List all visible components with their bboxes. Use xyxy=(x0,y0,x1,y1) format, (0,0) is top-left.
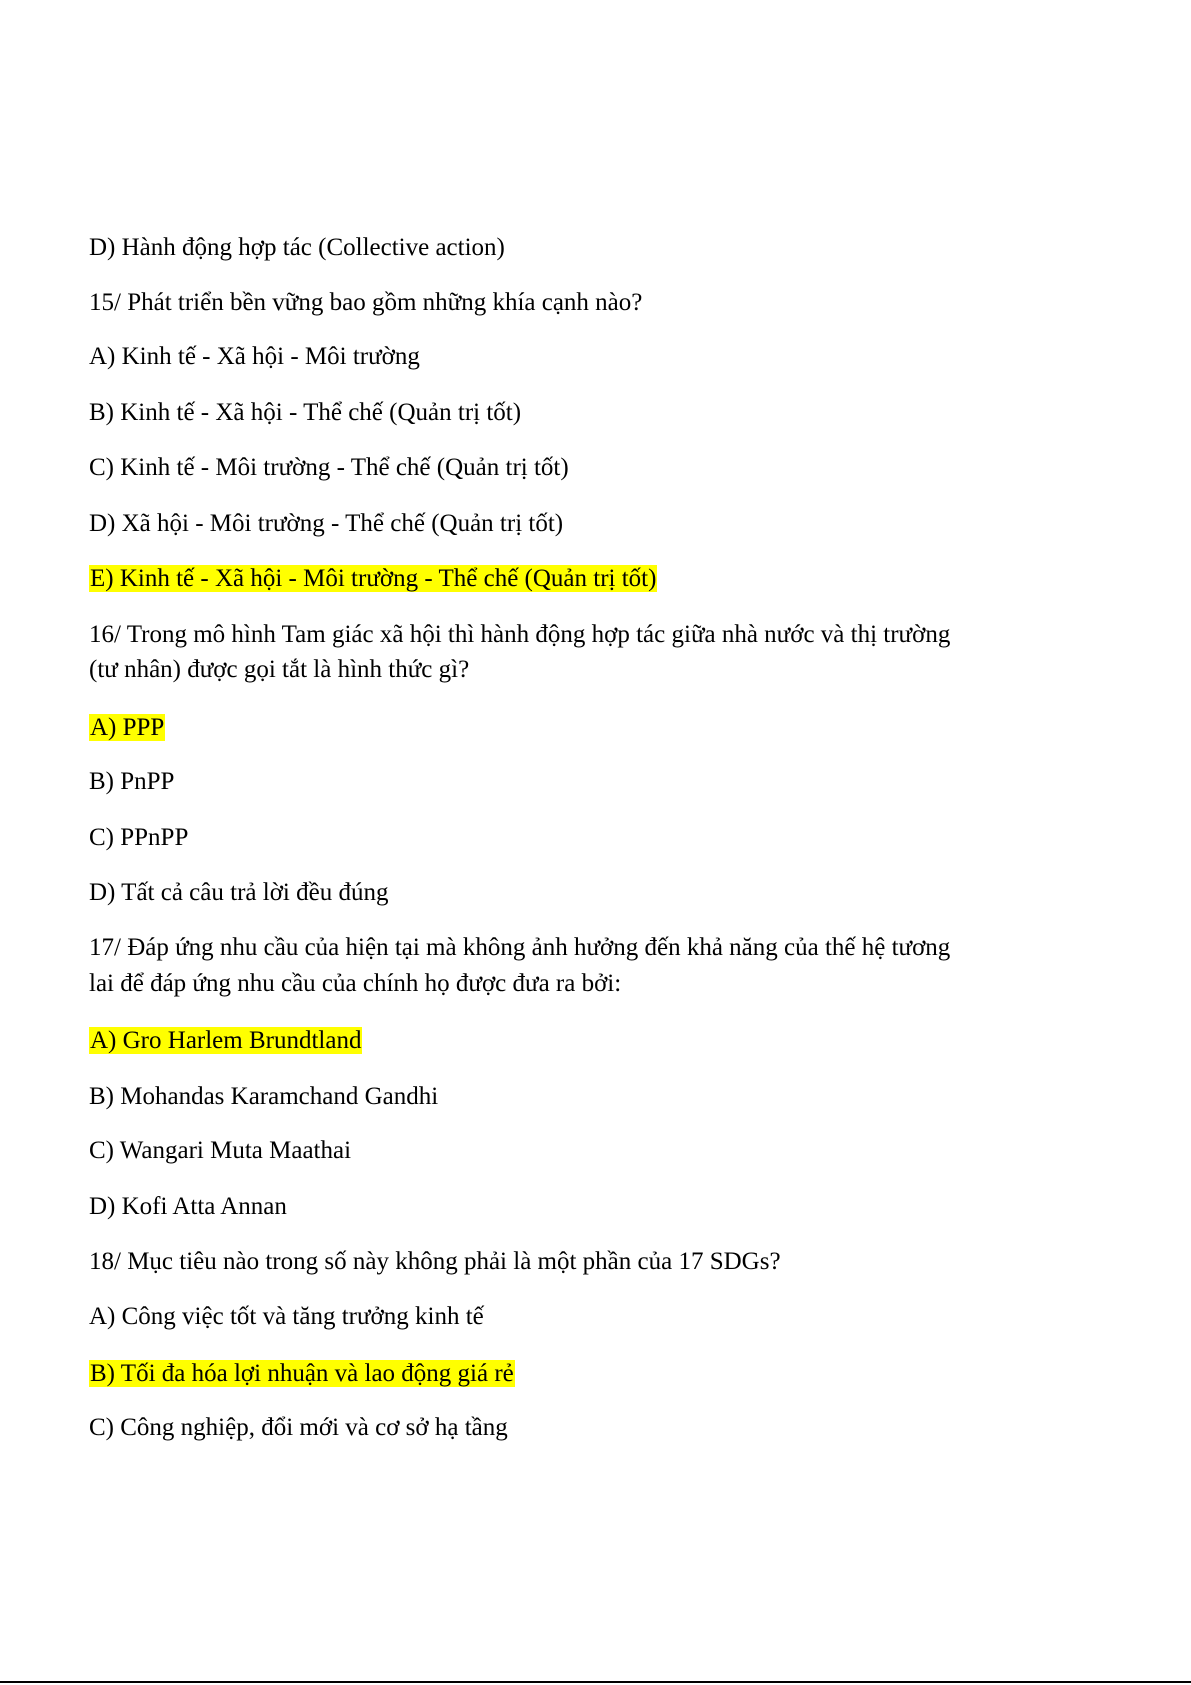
option-18c: C) Công nghiệp, đổi mới và cơ sở hạ tầng xyxy=(89,1414,508,1441)
answer-highlight: E) Kinh tế - Xã hội - Môi trường - Thể chế (Quản trị tốt) xyxy=(90,565,657,592)
option-16c: C) PPnPP xyxy=(89,824,189,851)
option-16b: B) PnPP xyxy=(89,768,175,795)
option-15d: D) Xã hội - Môi trường - Thể chế (Quản trị tốt) xyxy=(89,510,564,537)
option-14d: D) Hành động hợp tác (Collective action) xyxy=(89,234,505,261)
question-15: 15/ Phát triển bền vững bao gồm những khía cạnh nào? xyxy=(89,289,643,316)
option-17c: C) Wangari Muta Maathai xyxy=(89,1137,352,1164)
answer-highlight: B) Tối đa hóa lợi nhuận và lao động giá rẻ xyxy=(90,1360,514,1387)
option-17a-answer xyxy=(89,1024,362,1058)
question-18: 18/ Mục tiêu nào trong số này không phải là một phần của 17 SDGs? xyxy=(89,1248,781,1275)
question-17-line1: 17/ Đáp ứng nhu cầu của hiện tại mà không ảnh hưởng đến khả năng của thế hệ tương xyxy=(89,934,951,961)
option-17d: D) Kofi Atta Annan xyxy=(89,1193,287,1220)
option-15e-answer xyxy=(89,562,657,596)
option-18b-answer xyxy=(89,1357,515,1391)
option-16a-answer xyxy=(89,711,165,745)
page-bottom-rule xyxy=(0,1681,1191,1683)
question-17-line2: lai để đáp ứng nhu cầu của chính họ được đưa ra bởi: xyxy=(89,970,622,997)
option-18a: A) Công việc tốt và tăng trưởng kinh tế xyxy=(89,1303,484,1330)
option-16d: D) Tất cả câu trả lời đều đúng xyxy=(89,879,389,906)
option-15b: B) Kinh tế - Xã hội - Thể chế (Quản trị tốt) xyxy=(89,399,522,426)
answer-highlight: A) PPP xyxy=(90,714,165,741)
question-16-line2: (tư nhân) được gọi tắt là hình thức gì? xyxy=(89,656,470,683)
answer-highlight: A) Gro Harlem Brundtland xyxy=(90,1027,362,1054)
question-16-line1: 16/ Trong mô hình Tam giác xã hội thì hành động hợp tác giữa nhà nước và thị trường xyxy=(89,621,951,648)
option-15a: A) Kinh tế - Xã hội - Môi trường xyxy=(89,343,420,370)
option-17b: B) Mohandas Karamchand Gandhi xyxy=(89,1083,439,1110)
option-15c: C) Kinh tế - Môi trường - Thể chế (Quản trị tốt) xyxy=(89,454,569,481)
